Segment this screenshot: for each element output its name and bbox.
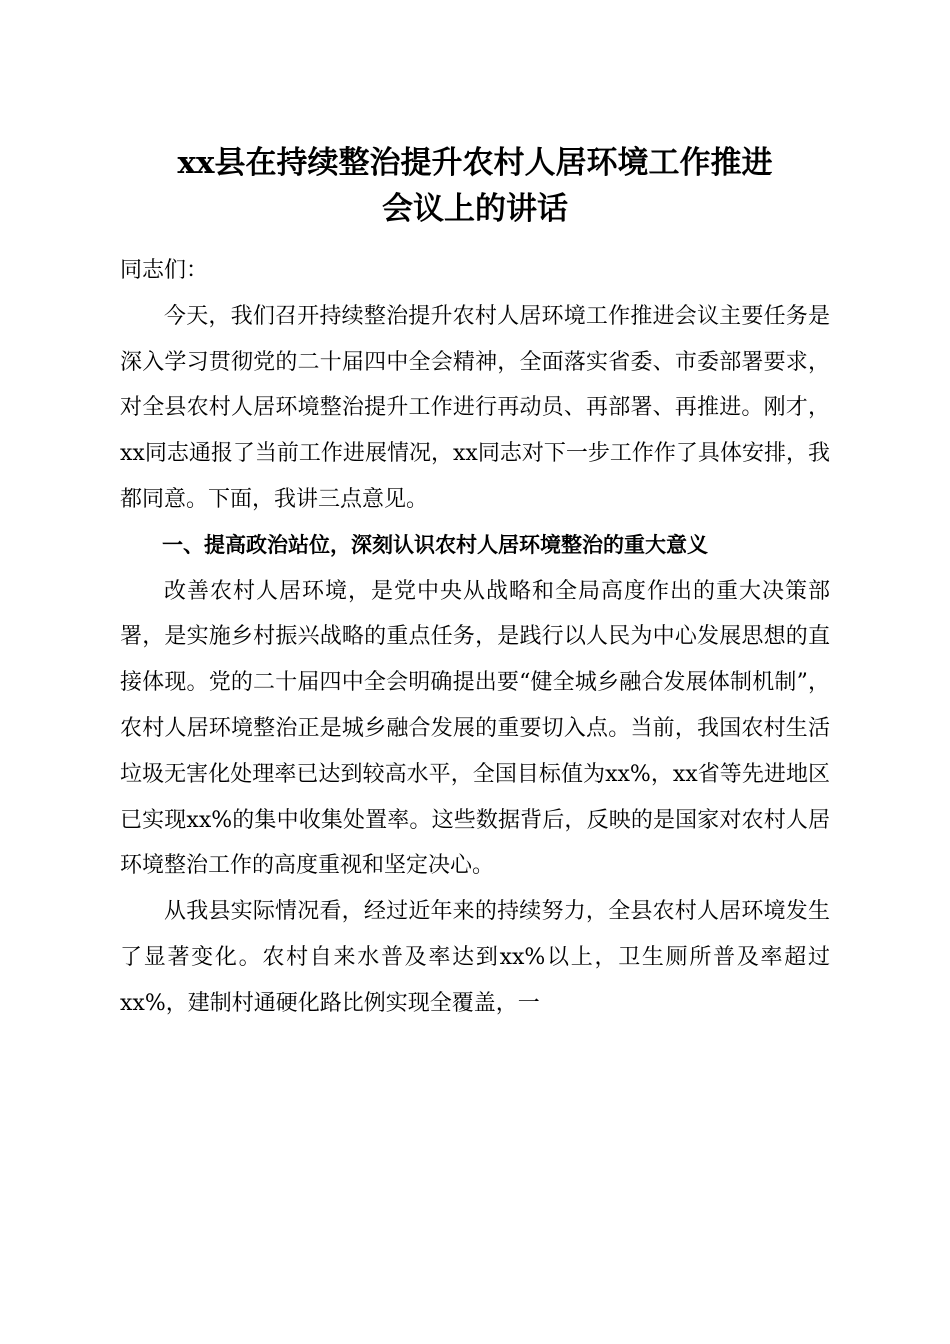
paragraph-significance: 改善农村人居环境，是党中央从战略和全局高度作出的重大决策部署，是实施乡村振兴战略的重点任务，是践行以人民为中心发展思想的直接体现。党的二十届四中全会明确提出要“健全城乡融合发展体制机制”，农村人居环境整治正是城乡融合发展的重要切入点。当前，我国农村生活垃圾无害化处理率已达到较高水平，全国目标值为xx%，xx省等先进地区已实现xx%的集中收集处置率。这些数据背后，反映的是国家对农村人居环境整治工作的高度重视和坚定决心。 [120,578,830,879]
paragraph-intro: 今天，我们召开持续整治提升农村人居环境工作推进会议主要任务是深入学习贯彻党的二十届四中全会精神，全面落实省委、市委部署要求，对全县农村人居环境整治提升工作进行再动员、再部署、再推进。刚才，xx同志通报了当前工作进展情况，xx同志对下一步工作作了具体安排，我都同意。下面，我讲三点意见。 [120,303,830,512]
paragraph-county-situation: 从我县实际情况看，经过近年来的持续努力，全县农村人居环境发生了显著变化。农村自来水普及率达到xx%以上，卫生厕所普及率超过xx%，建制村通硬化路比例实现全覆盖，一 [120,899,830,1016]
document-title [100,140,850,232]
title-line-1: xx县在持续整治提升农村人居环境工作推进 [177,145,773,181]
salutation: 同志们： [120,258,209,283]
section-heading-1: 一、提高政治站位，深刻认识农村人居环境整治的重大意义 [162,532,708,557]
document-body [120,248,830,1027]
title-line-2: 会议上的讲话 [382,191,568,227]
